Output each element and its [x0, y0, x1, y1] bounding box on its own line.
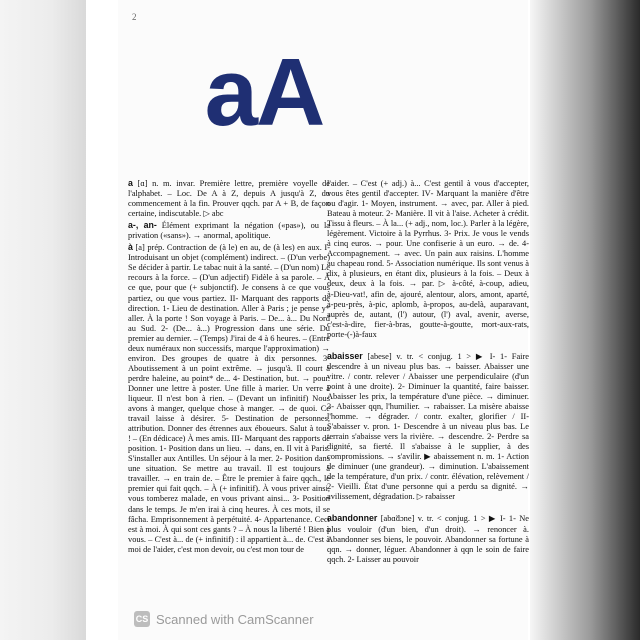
headword: abaisser	[327, 350, 363, 361]
entry-a-preposition	[128, 242, 330, 554]
page-corner-mark: 2	[132, 12, 137, 22]
definition: [ɑ] n. m. invar. Première lettre, première voyelle de l'alphabet. ‒ Loc. De A à Z, depuis A jusqu'à Z, du commencement à la fin. Prouver qqch. par A + B, de façon certaine, indiscutable. ▷ abc	[128, 179, 330, 219]
definition: [abese] v. tr. < conjug. 1 > ▶ I‑ 1‑ Faire descendre à un niveau plus bas. → baisser. Abaisser une vitre. / contr. relever / Abaisser une perpendiculaire (d'un point à une droite). 2‑ Diminuer la quantité, faire baisser. Abaisser les prix, la température d'une pièce. → diminuer. 3‑ Abaisser qqn, l'humilier. → rabaisser. La misère abaisse l'homme. → dégrader. / contr. exalter, glorifier / II‑ S'abaisser v. pron. 1‑ Descendre à un niveau plus bas. Le terrain s'abaisse vers la rivière. → descendre. 2‑ Perdre sa dignité, sa fierté. Il s'abaisse à le supplier, à des compromissions. → s'avilir. ▶ abaissement n. m. 1‑ Action de diminuer (une grandeur). → diminution. L'abaissement de la température, d'un prix. / contr. élévation, relèvement / 2‑ Vieilli. État d'une personne qui a perdu sa dignité. → avilissement, dégradation. ▷ rabaisser	[327, 351, 529, 502]
camscanner-watermark	[134, 611, 314, 627]
entry-abaisser	[327, 351, 529, 503]
headword: à	[128, 242, 133, 253]
headword: abandonner	[327, 513, 378, 524]
definition: [a] prép. Contraction de (à le) en au, de (à les) en aux. I‑ Introduisant un objet (complément) indirect. ‒ (D'un verbe) Se décider à partir. Le tabac nuit à la santé. ‒ (D'un nom) Le recours à la force. ‒ (D'un adjectif) Fidèle à sa parole. ‒ À ce que, pour que (+ subjonctif). Je consens à ce que vous partiez, ou que vous partiez. II‑ Marquant des rapports de direction. 1‑ Lieu de destination. Aller à Paris ; je pense y* aller. À la porte ! Son voyage à Paris. ‒ De... à... Du Nord au Sud. 2‑ (De... à...) Progression dans une série. Du premier au dernier. ‒ (Temps) J'irai de 4 à 6 heures. ‒ (Entre deux numéraux non successifs, marque l'approximation) → environ. Des groupes de quatre à dix personnes. 3‑ Aboutissement à un point extrême. → jusqu'à. Il court à perdre haleine, au point* de... 4‑ Destination, but. → pour. Donner une lettre à poster. Une fille à marier. Un verre à liqueur. Il n'est bon à rien. ‒ (Devant un infinitif) Nous avons à manger, quelque chose à manger. → de quoi. Ce travail laisse à désirer. 5‑ Destination de personnes, attribution. Donner des étrennes aux éboueurs. Salut à tous ! ‒ (En dédicace) À mes amis. III‑ Marquant des rapports de position. 1‑ Position dans un lieu. → dans, en. Il vit à Paris. S'installer aux Antilles. Un séjour à la mer. 2‑ Position dans une situation. Se mettre au travail. Il est toujours à travailler. → en train de. ‒ Être le premier à faire qqch., le premier qui fait qqch. ‒ À (+ infinitif). À vous priver ainsi, vous tomberez malade, en vous privant ainsi... 3‑ Position dans le temps. Je m'en irai à cinq heures. À ces mots, il se fâcha. Emprisonnement à perpétuité. 4‑ Appartenance. Ceci est à moi. À qui sont ces gants ? ‒ À nous la liberté ! Bien à vous. ‒ C'est à... de (+ infinitif) : il appartient à... de. C'est à moi de l'aider, c'est mon devoir, ou c'est mon tour de	[128, 243, 330, 554]
dictionary-column-left	[128, 178, 330, 610]
scan-left-margin	[0, 0, 86, 640]
camscanner-logo-icon: CS	[134, 611, 150, 627]
definition: Élément exprimant la négation («pas»), ou la privation («sans»). → anormal, apolitique.	[128, 221, 330, 241]
entry-a-continued	[327, 178, 529, 340]
definition: l'aider. ‒ C'est (+ adj.) à... C'est gentil à vous d'accepter, vous êtes gentil d'accepter. IV‑ Marquant la manière d'être ou d'agir. 1‑ Moyen, instrument. → avec, par. Aller à pied. Bateau à moteur. 2‑ Manière. Il vit à l'aise. Acheter à crédit. Tissu à fleurs. ‒ À la... (+ adj., nom, loc.). Parler à la légère, légèrement. Victoire à la Pyrrhus. 3‑ Prix. Je vous le vends à cinq euros. → pour. Une confiserie à un euro. → de. 4‑ Accompagnement. → avec. Un pain aux raisins. L'homme au chapeau rond. 5‑ Association numérique. Ils sont venus à dix, à plusieurs, en étant dix, plusieurs à la fois. ‒ Deux à deux, deux à la fois. → par. ▷ à‑côté, à‑coup, adieu, à‑Dieu‑vat!, afin de, ajouré, alentour, alors, amont, aparté, à‑peu‑près, à‑pic, aplomb, à‑propos, au‑delà, auparavant, auprès de, autant, (l') autour, (l') aval, avenir, averse, c'est‑à‑dire, fier‑à‑bras, goutte‑à‑goutte, mort‑aux‑rats, porte‑(-)à‑faux	[327, 179, 529, 339]
dictionary-column-right	[327, 178, 529, 610]
watermark-text: Scanned with CamScanner	[156, 611, 314, 627]
entry-a-prefix	[128, 220, 330, 241]
entry-a-letter	[128, 178, 330, 219]
definition: [abɑ̃dɔne] v. tr. < conjug. 1 > ▶ I‑ 1‑ Ne plus vouloir (d'un bien, d'un droit). → renoncer à. Abandonner ses biens, le pouvoir. Abandonner sa fortune à qqn. → donner, léguer. Abandonner à qqn le soin de faire qqch. 2‑ Laisser au pouvoir	[327, 514, 529, 564]
book-spine-shadow	[530, 0, 640, 640]
headword: a-, an-	[128, 220, 157, 231]
entry-abandonner	[327, 513, 529, 564]
headword: a	[128, 178, 133, 188]
section-letter-heading: aA	[204, 39, 324, 146]
